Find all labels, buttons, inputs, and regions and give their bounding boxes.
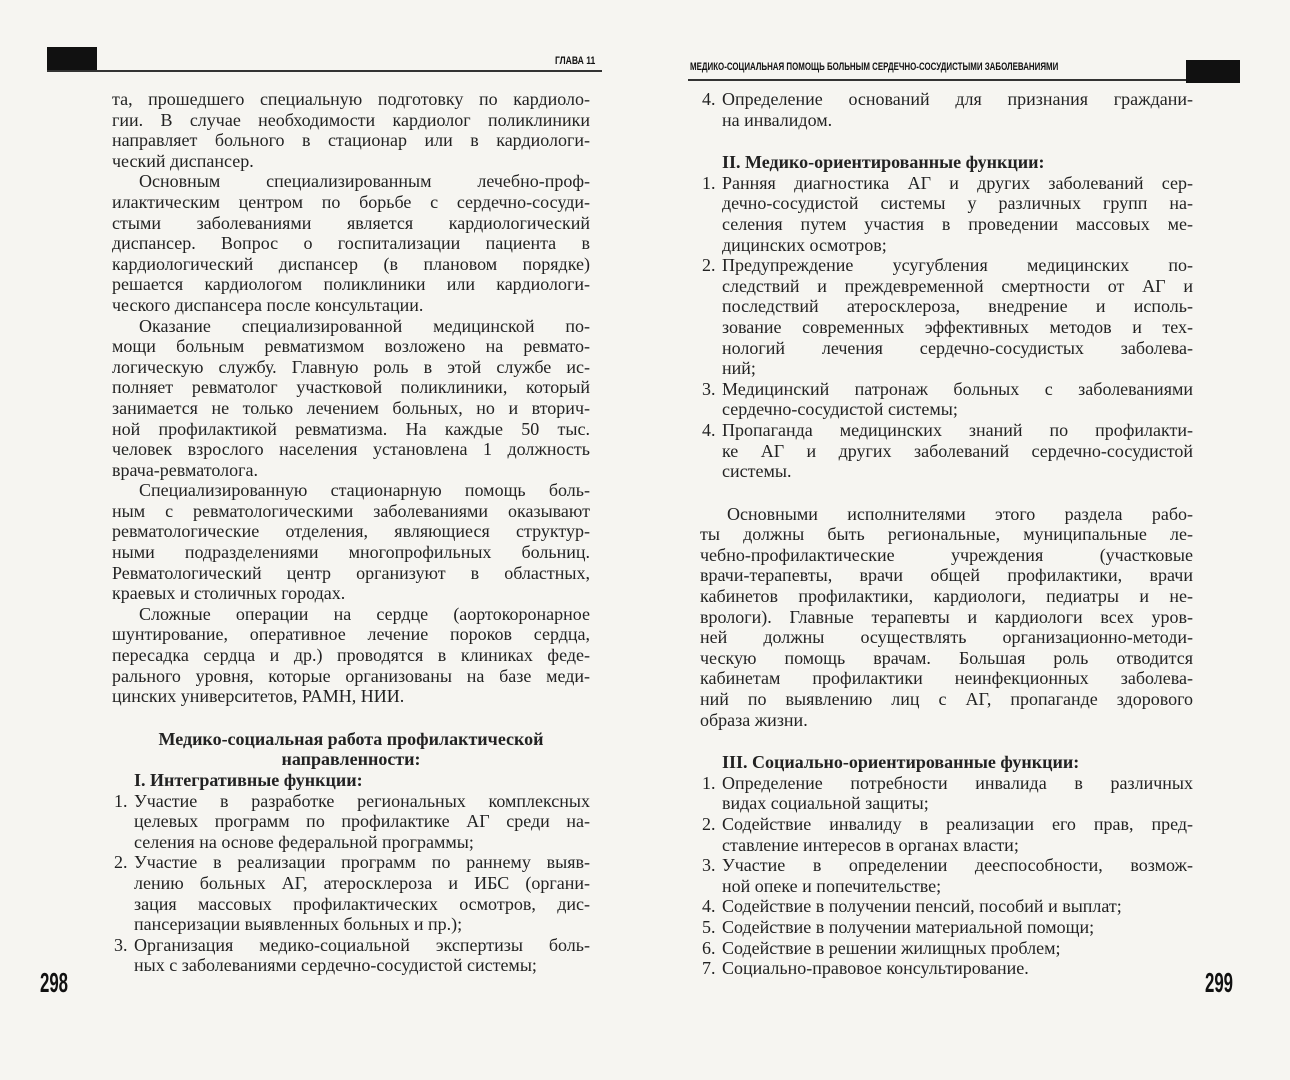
section-gap — [700, 482, 1193, 504]
right-page-text — [700, 89, 1193, 979]
text-line: лению больных АГ, атеросклероза и ИБС (органи- — [134, 872, 590, 893]
text-line: Содействие в решении жилищных проблем; — [722, 937, 1061, 958]
list-item — [700, 89, 1193, 130]
text-line: врача-ревматолога. — [112, 459, 259, 480]
list-item — [700, 896, 1193, 917]
text-line: ческого диспансера после консультации. — [112, 294, 424, 315]
paragraph — [112, 316, 590, 481]
text-line: кабинетам профилактики неинфекционных заболева- — [700, 668, 1193, 689]
text-line: человек взрослого населения установлена 1 должность — [112, 439, 590, 460]
paragraph — [700, 504, 1193, 731]
list-number: 4. — [702, 89, 716, 109]
text-line: пересадка сердца и др.) проводятся в клиниках феде- — [112, 645, 590, 666]
text-line: образа жизни. — [700, 709, 808, 730]
text-line: врологи). Главные терапевты и кардиологи всех уров- — [700, 606, 1193, 627]
text-line: ческий диспансер. — [112, 150, 254, 171]
list-number: 2. — [702, 255, 716, 276]
list-item — [112, 791, 590, 853]
text-line: сердечно-сосудистой системы; — [722, 399, 958, 420]
text-line: дицинских осмотров; — [722, 234, 887, 255]
text-line: логическую службу. Главную роль в этой службе ис- — [112, 356, 590, 377]
text-line: ний; — [722, 358, 756, 379]
section-gap — [700, 130, 1193, 152]
list-item — [700, 855, 1193, 896]
right-header-rule — [688, 79, 1188, 81]
text-line: цинских университетов, РАМН, НИИ. — [112, 686, 405, 707]
left-header-block — [47, 47, 97, 70]
text-line: пансеризации выявленных больных и пр.); — [134, 914, 463, 935]
text-line: III. Социально-ориентированные функции: — [722, 752, 1080, 773]
paragraph — [112, 480, 590, 604]
text-line: краевых и столичных городах. — [112, 583, 346, 604]
text-line: направляет больного в стационар или в кардиологи- — [112, 130, 590, 151]
text-line: Основными исполнителями этого раздела рабо- — [727, 503, 1193, 524]
text-line: селения путем участия в проведении массовых ме- — [722, 213, 1193, 234]
text-line: ний по выявлению лиц с АГ, пропаганде здорового — [700, 689, 1193, 710]
list-item — [700, 379, 1193, 420]
text-line: Ревматологический центр организуют в областных, — [112, 562, 590, 583]
left-header-rule — [47, 70, 602, 72]
list-item — [700, 938, 1193, 959]
text-line: Медико-социальная работа профилактической — [158, 728, 544, 749]
text-line: Содействие в получении пенсий, пособий и выплат; — [722, 896, 1122, 917]
text-line: Пропаганда медицинских знаний по профилакти- — [722, 419, 1193, 440]
right-header-block — [1186, 60, 1240, 83]
list-number: 2. — [114, 852, 128, 873]
text-line: гии. В случае необходимости кардиолог поликлиники — [112, 109, 590, 130]
text-line: Организация медико-социальной экспертизы боль- — [134, 934, 590, 955]
list-item — [700, 255, 1193, 379]
list-item — [700, 773, 1193, 814]
text-line: на инвалидом. — [722, 109, 833, 130]
text-line: илактическим центром по борьбе с сердечно-сосуди- — [112, 191, 590, 212]
text-line: Содействие инвалиду в реализации его прав, пред- — [722, 814, 1193, 834]
left-running-head: ГЛАВА 11 — [555, 55, 596, 67]
list-number: 1. — [702, 172, 716, 193]
text-line: I. Интегративные функции: — [134, 770, 363, 790]
text-line: ной опеке и попечительстве; — [722, 875, 942, 896]
text-line: системы. — [722, 461, 792, 482]
list-number: 7. — [702, 958, 716, 979]
right-page-number: 299 — [1205, 967, 1234, 998]
text-line: дечно-сосудистой системы у различных групп на- — [722, 193, 1193, 214]
list-item — [700, 814, 1193, 855]
list-number: 5. — [702, 916, 716, 937]
text-line: ческую помощь врачам. Большая роль отводится — [700, 647, 1193, 668]
list-number: 4. — [702, 896, 716, 917]
text-line: Оказание специализированной медицинской по- — [139, 315, 590, 336]
text-line: Основным специализированным лечебно-проф- — [139, 171, 590, 192]
section-gap — [112, 707, 590, 729]
text-line: ным с ревматологическими заболеваниями оказывают — [112, 500, 590, 521]
list-number: 3. — [702, 855, 716, 876]
text-line: последствий атеросклероза, внедрение и исполь- — [722, 296, 1193, 317]
text-line: полняет ревматолог участковой поликлиники, который — [112, 377, 590, 398]
text-line: Ранняя диагностика АГ и других заболеваний сер- — [722, 172, 1193, 193]
text-line: занимается не только лечением больных, но и вторич- — [112, 397, 590, 418]
list-item — [700, 917, 1193, 938]
text-line: та, прошедшего специальную подготовку по кардиоло- — [112, 89, 590, 109]
text-line: решается кардиологом поликлиники или кардиологи- — [112, 274, 590, 295]
text-line: зование современных эффективных методов и тех- — [722, 316, 1193, 337]
paragraph — [112, 604, 590, 707]
list-number: 1. — [114, 790, 128, 811]
text-line: следствий и преждевременной смертности от АГ и — [722, 275, 1193, 296]
list-item — [112, 935, 590, 976]
text-line: ней должны осуществлять организационно-методи- — [700, 627, 1193, 648]
text-line: Участие в реализации программ по раннему выяв- — [134, 852, 590, 873]
text-line: Социально-правовое консультирование. — [722, 958, 1029, 979]
list-number: 2. — [702, 814, 716, 834]
list-number: 4. — [702, 419, 716, 440]
text-line: стыми заболеваниями является кардиологический — [112, 212, 590, 233]
text-line: Определение оснований для признания граждани- — [722, 89, 1193, 109]
text-line: Медицинский патронаж больных с заболеваниями — [722, 378, 1193, 399]
text-line: кардиологический диспансер (в плановом порядке) — [112, 253, 590, 274]
section-heading — [700, 752, 1193, 773]
list-item — [700, 173, 1193, 255]
section-gap — [700, 730, 1193, 752]
text-line: ной профилактикой ревматизма. На каждые 50 тыс. — [112, 418, 590, 439]
section-heading — [112, 770, 590, 791]
text-line: диспансер. Вопрос о госпитализации пациента в — [112, 233, 590, 254]
text-line: Определение потребности инвалида в различных — [722, 772, 1193, 793]
text-line: врачи-терапевты, врачи общей профилактики, врачи — [700, 565, 1193, 586]
paragraph — [112, 171, 590, 315]
text-line: нологий лечения сердечно-сосудистых заболева- — [722, 337, 1193, 358]
text-line: ными подразделениями многопрофильных больниц. — [112, 542, 590, 563]
list-number: 6. — [702, 937, 716, 958]
text-line: Специализированную стационарную помощь боль- — [139, 480, 590, 501]
section-heading — [700, 152, 1193, 173]
list-item — [112, 852, 590, 934]
list-number: 3. — [702, 378, 716, 399]
text-line: целевых программ по профилактике АГ среди на- — [134, 811, 590, 832]
text-line: шунтирование, оперативное лечение пороков сердца, — [112, 624, 590, 645]
text-line: видах социальной защиты; — [722, 793, 929, 814]
text-line: чебно-профилактические учреждения (участковые — [700, 544, 1193, 565]
list-number: 3. — [114, 934, 128, 955]
list-item — [700, 420, 1193, 482]
text-line: зация массовых профилактических осмотров, дис- — [134, 893, 590, 914]
left-page-number: 298 — [40, 967, 69, 998]
right-running-head: МЕДИКО-СОЦИАЛЬНАЯ ПОМОЩЬ БОЛЬНЫМ СЕРДЕЧНО-СОСУДИСТЫМИ ЗАБОЛЕВАНИЯМИ — [690, 61, 1059, 73]
text-line: ных с заболеваниями сердечно-сосудистой системы; — [134, 955, 537, 976]
text-line: Предупреждение усугубления медицинских по- — [722, 255, 1193, 276]
list-number: 1. — [702, 772, 716, 793]
text-line: Содействие в получении материальной помощи; — [722, 916, 1095, 937]
text-line: ке АГ и других заболеваний сердечно-сосудистой — [722, 440, 1193, 461]
text-line: II. Медико-ориентированные функции: — [722, 152, 1045, 173]
text-line: направленности: — [281, 749, 421, 770]
text-line: Участие в определении дееспособности, возмож- — [722, 855, 1193, 876]
text-line: кабинетов профилактики, кардиологи, педиатры и не- — [700, 586, 1193, 607]
text-line: мощи больным ревматизмом возложено на ревмато- — [112, 336, 590, 357]
text-line: селения на основе федеральной программы; — [134, 831, 474, 852]
left-page-text — [112, 89, 590, 976]
section-heading — [112, 729, 590, 770]
text-line: ты должны быть региональные, муниципальные ле- — [700, 524, 1193, 545]
list-item — [700, 958, 1193, 979]
text-line: ревматологические отделения, являющиеся структур- — [112, 521, 590, 542]
text-line: ставление интересов в органах власти; — [722, 834, 1019, 855]
text-line: рального уровня, которые организованы на базе меди- — [112, 665, 590, 686]
text-line: Участие в разработке региональных комплексных — [134, 790, 590, 811]
text-line: Сложные операции на сердце (аортокоронарное — [139, 603, 590, 624]
paragraph — [112, 89, 590, 171]
